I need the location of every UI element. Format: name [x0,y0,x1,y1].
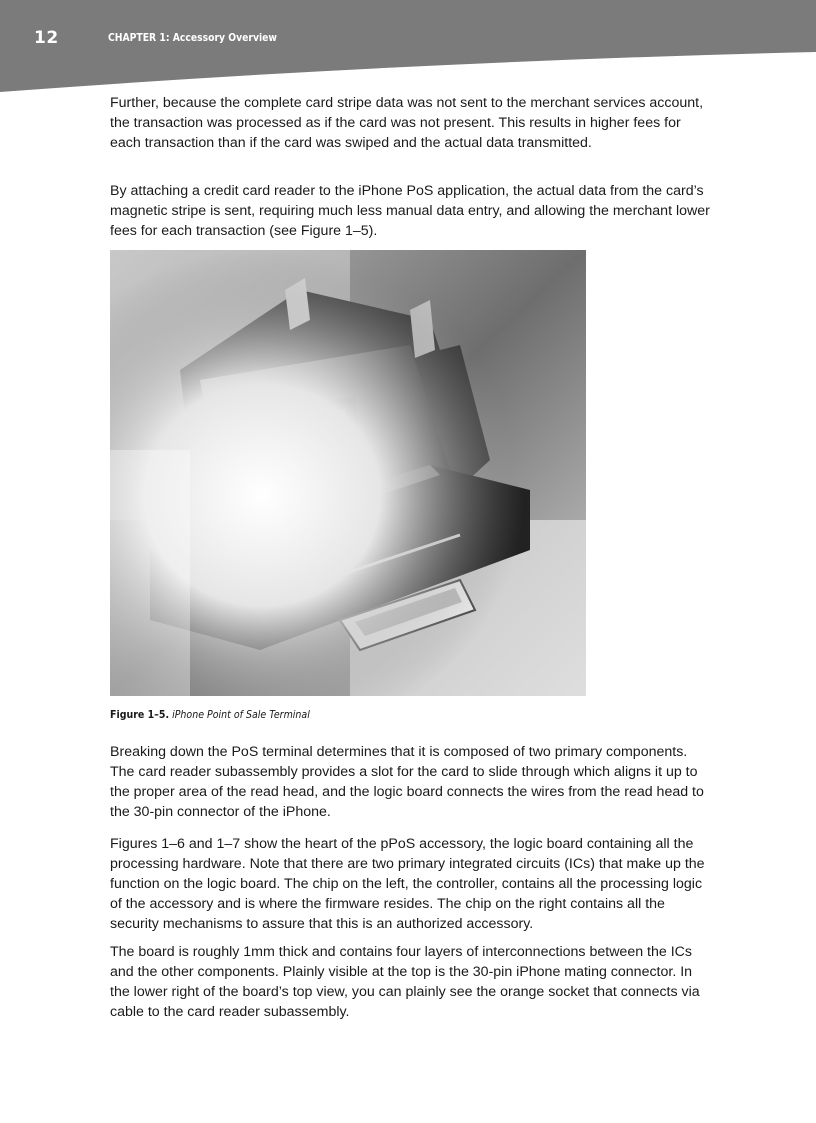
pos-terminal-photo [110,250,586,696]
chapter-title: CHAPTER 1: Accessory Overview [108,32,277,44]
header-band [0,0,816,92]
figure-label: Figure 1–5. [110,708,170,721]
header-band-shape [0,0,816,92]
paragraph-2: By attaching a credit card reader to the iPhone PoS application, the actual data from the card’s magnetic stripe is sent, requiring much less manual data entry, and allowing the merchant lower fees for each transaction (see Figure 1–5). [110,183,710,239]
paragraph-5: The board is roughly 1mm thick and contains four layers of interconnections between the ICs and the other components. Plainly visible at the top is the 30-pin iPhone mating connector. In the lower right of the board’s top view, you can plainly see the orange socket that connects via cable to the card reader subassembly. [110,944,700,1020]
paragraph-3: Breaking down the PoS terminal determines that it is composed of two primary components. The card reader subassembly provides a slot for the card to slide through which aligns it up to the proper area of the read head, and the logic board connects the wires from the read head to the 30-pin connector of the iPhone. [110,744,704,820]
paragraph-4: Figures 1–6 and 1–7 show the heart of the pPoS accessory, the logic board containing all the processing hardware. Note that there are two primary integrated circuits (ICs) that make up the function on the logic board. The chip on the left, the controller, contains all the processing logic of the accessory and is where the firmware resides. The chip on the right contains all the security mechanisms to assure that this is an authorized accessory. [110,836,705,932]
figure-title: iPhone Point of Sale Terminal [172,708,310,721]
figure-photo [110,250,586,696]
page-number: 12 [34,28,59,48]
paragraph-1: Further, because the complete card stripe data was not sent to the merchant services account, the transaction was processed as if the card was not present. This results in higher fees for each transaction than if the card was swiped and the actual data transmitted. [110,95,704,151]
figure-caption [110,708,310,721]
